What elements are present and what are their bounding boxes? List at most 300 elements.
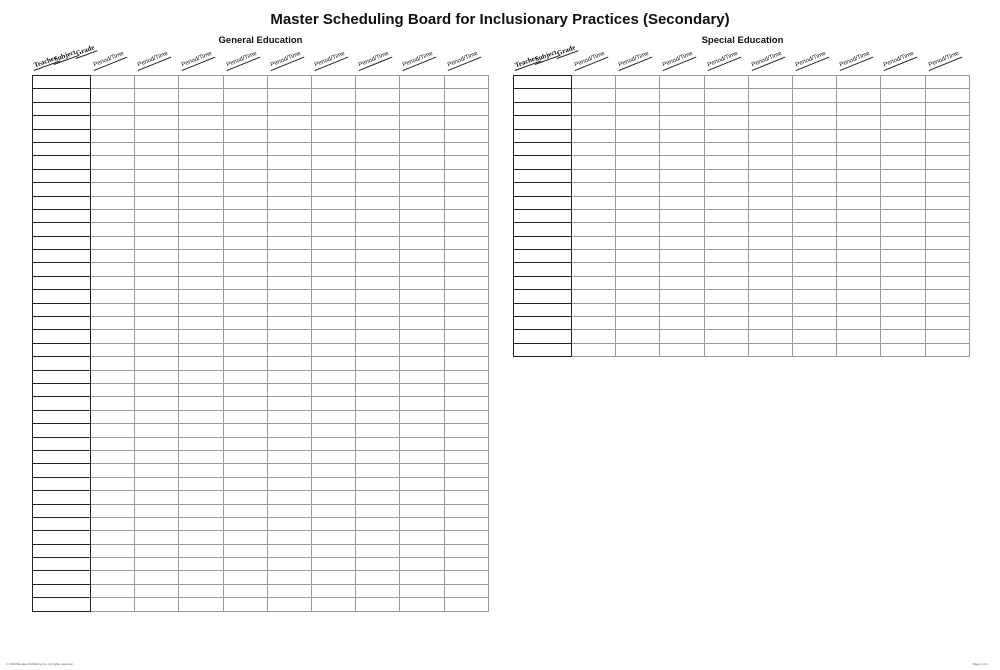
period-cell[interactable] (792, 102, 836, 115)
period-cell[interactable] (223, 544, 267, 557)
period-cell[interactable] (792, 263, 836, 276)
period-cell[interactable] (704, 129, 748, 142)
period-cell[interactable] (925, 290, 969, 303)
period-cell[interactable] (223, 183, 267, 196)
period-cell[interactable] (179, 290, 223, 303)
period-cell[interactable] (267, 303, 311, 316)
period-cell[interactable] (704, 250, 748, 263)
period-cell[interactable] (444, 330, 488, 343)
period-cell[interactable] (267, 544, 311, 557)
teacher-subject-grade-cell[interactable] (514, 183, 572, 196)
period-cell[interactable] (444, 142, 488, 155)
period-cell[interactable] (223, 250, 267, 263)
period-cell[interactable] (223, 383, 267, 396)
period-cell[interactable] (267, 558, 311, 571)
period-cell[interactable] (660, 76, 704, 89)
period-cell[interactable] (179, 102, 223, 115)
period-cell[interactable] (837, 223, 881, 236)
period-cell[interactable] (400, 437, 444, 450)
period-cell[interactable] (91, 183, 135, 196)
period-cell[interactable] (223, 491, 267, 504)
period-cell[interactable] (311, 209, 355, 222)
period-cell[interactable] (91, 129, 135, 142)
period-cell[interactable] (356, 276, 400, 289)
period-cell[interactable] (748, 76, 792, 89)
period-cell[interactable] (444, 584, 488, 597)
period-cell[interactable] (704, 169, 748, 182)
period-cell[interactable] (572, 303, 616, 316)
period-cell[interactable] (356, 558, 400, 571)
period-cell[interactable] (223, 169, 267, 182)
period-cell[interactable] (356, 250, 400, 263)
period-cell[interactable] (179, 129, 223, 142)
period-cell[interactable] (223, 129, 267, 142)
period-cell[interactable] (400, 571, 444, 584)
period-cell[interactable] (925, 142, 969, 155)
period-cell[interactable] (837, 169, 881, 182)
period-cell[interactable] (223, 303, 267, 316)
period-cell[interactable] (135, 196, 179, 209)
period-cell[interactable] (356, 116, 400, 129)
period-cell[interactable] (356, 357, 400, 370)
period-cell[interactable] (837, 343, 881, 356)
period-cell[interactable] (925, 276, 969, 289)
period-cell[interactable] (179, 343, 223, 356)
period-cell[interactable] (444, 504, 488, 517)
period-cell[interactable] (616, 76, 660, 89)
period-cell[interactable] (660, 183, 704, 196)
period-cell[interactable] (444, 129, 488, 142)
period-cell[interactable] (135, 598, 179, 611)
period-cell[interactable] (837, 209, 881, 222)
period-cell[interactable] (748, 89, 792, 102)
period-cell[interactable] (925, 223, 969, 236)
period-cell[interactable] (837, 142, 881, 155)
teacher-subject-grade-cell[interactable] (514, 250, 572, 263)
period-cell[interactable] (356, 504, 400, 517)
period-cell[interactable] (704, 142, 748, 155)
teacher-subject-grade-cell[interactable] (514, 142, 572, 155)
period-cell[interactable] (91, 584, 135, 597)
period-cell[interactable] (704, 303, 748, 316)
period-cell[interactable] (91, 598, 135, 611)
period-cell[interactable] (267, 370, 311, 383)
period-cell[interactable] (356, 209, 400, 222)
period-cell[interactable] (356, 196, 400, 209)
period-cell[interactable] (748, 102, 792, 115)
period-cell[interactable] (91, 397, 135, 410)
period-cell[interactable] (356, 290, 400, 303)
period-cell[interactable] (572, 169, 616, 182)
period-cell[interactable] (572, 209, 616, 222)
period-cell[interactable] (135, 504, 179, 517)
period-cell[interactable] (267, 317, 311, 330)
period-cell[interactable] (748, 129, 792, 142)
period-cell[interactable] (792, 223, 836, 236)
period-cell[interactable] (135, 464, 179, 477)
period-cell[interactable] (91, 330, 135, 343)
period-cell[interactable] (179, 464, 223, 477)
period-cell[interactable] (748, 317, 792, 330)
period-cell[interactable] (311, 156, 355, 169)
teacher-subject-grade-cell[interactable] (33, 236, 91, 249)
period-cell[interactable] (444, 236, 488, 249)
period-cell[interactable] (400, 491, 444, 504)
period-cell[interactable] (311, 76, 355, 89)
period-cell[interactable] (267, 276, 311, 289)
period-cell[interactable] (135, 531, 179, 544)
period-cell[interactable] (444, 183, 488, 196)
period-cell[interactable] (311, 397, 355, 410)
teacher-subject-grade-cell[interactable] (514, 102, 572, 115)
teacher-subject-grade-cell[interactable] (33, 584, 91, 597)
teacher-subject-grade-cell[interactable] (33, 250, 91, 263)
period-cell[interactable] (704, 276, 748, 289)
period-cell[interactable] (311, 383, 355, 396)
period-cell[interactable] (223, 424, 267, 437)
teacher-subject-grade-cell[interactable] (33, 343, 91, 356)
period-cell[interactable] (837, 276, 881, 289)
period-cell[interactable] (704, 102, 748, 115)
period-cell[interactable] (135, 584, 179, 597)
period-cell[interactable] (179, 598, 223, 611)
period-cell[interactable] (311, 571, 355, 584)
period-cell[interactable] (572, 263, 616, 276)
period-cell[interactable] (660, 169, 704, 182)
period-cell[interactable] (400, 544, 444, 557)
period-cell[interactable] (311, 450, 355, 463)
period-cell[interactable] (660, 250, 704, 263)
period-cell[interactable] (444, 250, 488, 263)
period-cell[interactable] (223, 504, 267, 517)
period-cell[interactable] (311, 477, 355, 490)
teacher-subject-grade-cell[interactable] (33, 504, 91, 517)
period-cell[interactable] (444, 544, 488, 557)
period-cell[interactable] (223, 450, 267, 463)
teacher-subject-grade-cell[interactable] (33, 102, 91, 115)
period-cell[interactable] (616, 156, 660, 169)
period-cell[interactable] (223, 330, 267, 343)
period-cell[interactable] (837, 303, 881, 316)
period-cell[interactable] (837, 129, 881, 142)
period-cell[interactable] (267, 584, 311, 597)
period-cell[interactable] (223, 236, 267, 249)
period-cell[interactable] (616, 263, 660, 276)
period-cell[interactable] (91, 263, 135, 276)
period-cell[interactable] (925, 343, 969, 356)
period-cell[interactable] (704, 290, 748, 303)
period-cell[interactable] (400, 517, 444, 530)
teacher-subject-grade-cell[interactable] (33, 169, 91, 182)
period-cell[interactable] (572, 129, 616, 142)
period-cell[interactable] (267, 236, 311, 249)
period-cell[interactable] (356, 437, 400, 450)
period-cell[interactable] (135, 477, 179, 490)
period-cell[interactable] (881, 290, 925, 303)
period-cell[interactable] (881, 169, 925, 182)
period-cell[interactable] (792, 196, 836, 209)
period-cell[interactable] (400, 531, 444, 544)
period-cell[interactable] (444, 223, 488, 236)
period-cell[interactable] (444, 397, 488, 410)
period-cell[interactable] (311, 491, 355, 504)
teacher-subject-grade-cell[interactable] (514, 76, 572, 89)
period-cell[interactable] (660, 330, 704, 343)
period-cell[interactable] (925, 89, 969, 102)
teacher-subject-grade-cell[interactable] (33, 142, 91, 155)
period-cell[interactable] (400, 330, 444, 343)
period-cell[interactable] (400, 504, 444, 517)
period-cell[interactable] (792, 89, 836, 102)
teacher-subject-grade-cell[interactable] (33, 263, 91, 276)
period-cell[interactable] (179, 76, 223, 89)
period-cell[interactable] (400, 450, 444, 463)
period-cell[interactable] (91, 89, 135, 102)
period-cell[interactable] (400, 558, 444, 571)
period-cell[interactable] (572, 343, 616, 356)
period-cell[interactable] (91, 116, 135, 129)
teacher-subject-grade-cell[interactable] (33, 317, 91, 330)
period-cell[interactable] (444, 437, 488, 450)
period-cell[interactable] (91, 517, 135, 530)
period-cell[interactable] (179, 558, 223, 571)
period-cell[interactable] (223, 263, 267, 276)
teacher-subject-grade-cell[interactable] (514, 116, 572, 129)
period-cell[interactable] (792, 236, 836, 249)
period-cell[interactable] (267, 196, 311, 209)
teacher-subject-grade-cell[interactable] (514, 276, 572, 289)
period-cell[interactable] (267, 517, 311, 530)
period-cell[interactable] (881, 142, 925, 155)
period-cell[interactable] (223, 76, 267, 89)
period-cell[interactable] (400, 464, 444, 477)
period-cell[interactable] (223, 437, 267, 450)
period-cell[interactable] (925, 156, 969, 169)
period-cell[interactable] (881, 156, 925, 169)
period-cell[interactable] (267, 330, 311, 343)
period-cell[interactable] (91, 209, 135, 222)
period-cell[interactable] (444, 450, 488, 463)
period-cell[interactable] (223, 410, 267, 423)
teacher-subject-grade-cell[interactable] (33, 276, 91, 289)
period-cell[interactable] (748, 183, 792, 196)
period-cell[interactable] (660, 290, 704, 303)
period-cell[interactable] (925, 102, 969, 115)
period-cell[interactable] (267, 169, 311, 182)
period-cell[interactable] (837, 250, 881, 263)
period-cell[interactable] (444, 531, 488, 544)
period-cell[interactable] (267, 598, 311, 611)
period-cell[interactable] (748, 116, 792, 129)
period-cell[interactable] (616, 89, 660, 102)
teacher-subject-grade-cell[interactable] (514, 236, 572, 249)
period-cell[interactable] (444, 370, 488, 383)
period-cell[interactable] (91, 290, 135, 303)
period-cell[interactable] (356, 89, 400, 102)
period-cell[interactable] (91, 491, 135, 504)
period-cell[interactable] (837, 263, 881, 276)
period-cell[interactable] (444, 357, 488, 370)
period-cell[interactable] (616, 330, 660, 343)
teacher-subject-grade-cell[interactable] (33, 89, 91, 102)
teacher-subject-grade-cell[interactable] (33, 383, 91, 396)
period-cell[interactable] (792, 116, 836, 129)
teacher-subject-grade-cell[interactable] (514, 209, 572, 222)
period-cell[interactable] (837, 116, 881, 129)
period-cell[interactable] (400, 276, 444, 289)
teacher-subject-grade-cell[interactable] (33, 424, 91, 437)
period-cell[interactable] (311, 236, 355, 249)
period-cell[interactable] (660, 317, 704, 330)
period-cell[interactable] (135, 558, 179, 571)
period-cell[interactable] (179, 517, 223, 530)
period-cell[interactable] (748, 142, 792, 155)
period-cell[interactable] (444, 491, 488, 504)
period-cell[interactable] (704, 343, 748, 356)
period-cell[interactable] (135, 156, 179, 169)
period-cell[interactable] (91, 276, 135, 289)
period-cell[interactable] (925, 330, 969, 343)
teacher-subject-grade-cell[interactable] (33, 491, 91, 504)
period-cell[interactable] (223, 357, 267, 370)
teacher-subject-grade-cell[interactable] (33, 223, 91, 236)
period-cell[interactable] (444, 598, 488, 611)
period-cell[interactable] (792, 290, 836, 303)
period-cell[interactable] (179, 544, 223, 557)
period-cell[interactable] (704, 330, 748, 343)
period-cell[interactable] (616, 116, 660, 129)
period-cell[interactable] (881, 317, 925, 330)
period-cell[interactable] (837, 183, 881, 196)
period-cell[interactable] (91, 196, 135, 209)
period-cell[interactable] (837, 156, 881, 169)
teacher-subject-grade-cell[interactable] (514, 303, 572, 316)
period-cell[interactable] (444, 156, 488, 169)
period-cell[interactable] (267, 102, 311, 115)
period-cell[interactable] (616, 236, 660, 249)
period-cell[interactable] (267, 290, 311, 303)
period-cell[interactable] (572, 89, 616, 102)
period-cell[interactable] (91, 76, 135, 89)
period-cell[interactable] (267, 477, 311, 490)
teacher-subject-grade-cell[interactable] (33, 397, 91, 410)
period-cell[interactable] (91, 464, 135, 477)
period-cell[interactable] (91, 343, 135, 356)
period-cell[interactable] (837, 102, 881, 115)
period-cell[interactable] (179, 450, 223, 463)
period-cell[interactable] (267, 209, 311, 222)
period-cell[interactable] (356, 598, 400, 611)
period-cell[interactable] (179, 504, 223, 517)
period-cell[interactable] (91, 450, 135, 463)
period-cell[interactable] (792, 169, 836, 182)
teacher-subject-grade-cell[interactable] (33, 571, 91, 584)
period-cell[interactable] (660, 303, 704, 316)
period-cell[interactable] (135, 183, 179, 196)
period-cell[interactable] (223, 223, 267, 236)
period-cell[interactable] (135, 209, 179, 222)
period-cell[interactable] (311, 317, 355, 330)
period-cell[interactable] (267, 437, 311, 450)
period-cell[interactable] (925, 196, 969, 209)
period-cell[interactable] (311, 598, 355, 611)
period-cell[interactable] (267, 129, 311, 142)
period-cell[interactable] (748, 209, 792, 222)
period-cell[interactable] (704, 116, 748, 129)
period-cell[interactable] (223, 89, 267, 102)
period-cell[interactable] (444, 290, 488, 303)
period-cell[interactable] (444, 209, 488, 222)
period-cell[interactable] (179, 89, 223, 102)
period-cell[interactable] (267, 250, 311, 263)
period-cell[interactable] (616, 317, 660, 330)
period-cell[interactable] (179, 196, 223, 209)
period-cell[interactable] (660, 209, 704, 222)
period-cell[interactable] (91, 357, 135, 370)
period-cell[interactable] (444, 410, 488, 423)
period-cell[interactable] (179, 156, 223, 169)
period-cell[interactable] (925, 183, 969, 196)
period-cell[interactable] (704, 263, 748, 276)
period-cell[interactable] (356, 236, 400, 249)
period-cell[interactable] (400, 263, 444, 276)
period-cell[interactable] (356, 142, 400, 155)
period-cell[interactable] (135, 330, 179, 343)
period-cell[interactable] (748, 303, 792, 316)
period-cell[interactable] (135, 303, 179, 316)
period-cell[interactable] (223, 343, 267, 356)
period-cell[interactable] (135, 169, 179, 182)
period-cell[interactable] (311, 142, 355, 155)
period-cell[interactable] (572, 223, 616, 236)
period-cell[interactable] (400, 383, 444, 396)
period-cell[interactable] (748, 263, 792, 276)
period-cell[interactable] (356, 397, 400, 410)
teacher-subject-grade-cell[interactable] (33, 357, 91, 370)
period-cell[interactable] (925, 76, 969, 89)
period-cell[interactable] (267, 491, 311, 504)
period-cell[interactable] (748, 236, 792, 249)
period-cell[interactable] (616, 223, 660, 236)
teacher-subject-grade-cell[interactable] (33, 464, 91, 477)
period-cell[interactable] (179, 317, 223, 330)
period-cell[interactable] (660, 343, 704, 356)
period-cell[interactable] (223, 116, 267, 129)
period-cell[interactable] (356, 544, 400, 557)
teacher-subject-grade-cell[interactable] (514, 196, 572, 209)
period-cell[interactable] (91, 477, 135, 490)
period-cell[interactable] (400, 209, 444, 222)
period-cell[interactable] (444, 517, 488, 530)
period-cell[interactable] (572, 156, 616, 169)
teacher-subject-grade-cell[interactable] (33, 370, 91, 383)
period-cell[interactable] (179, 330, 223, 343)
period-cell[interactable] (925, 263, 969, 276)
period-cell[interactable] (179, 116, 223, 129)
period-cell[interactable] (91, 317, 135, 330)
period-cell[interactable] (311, 531, 355, 544)
period-cell[interactable] (91, 370, 135, 383)
period-cell[interactable] (400, 598, 444, 611)
period-cell[interactable] (267, 343, 311, 356)
period-cell[interactable] (925, 317, 969, 330)
period-cell[interactable] (311, 183, 355, 196)
teacher-subject-grade-cell[interactable] (33, 196, 91, 209)
teacher-subject-grade-cell[interactable] (33, 209, 91, 222)
period-cell[interactable] (444, 263, 488, 276)
period-cell[interactable] (311, 584, 355, 597)
period-cell[interactable] (135, 424, 179, 437)
